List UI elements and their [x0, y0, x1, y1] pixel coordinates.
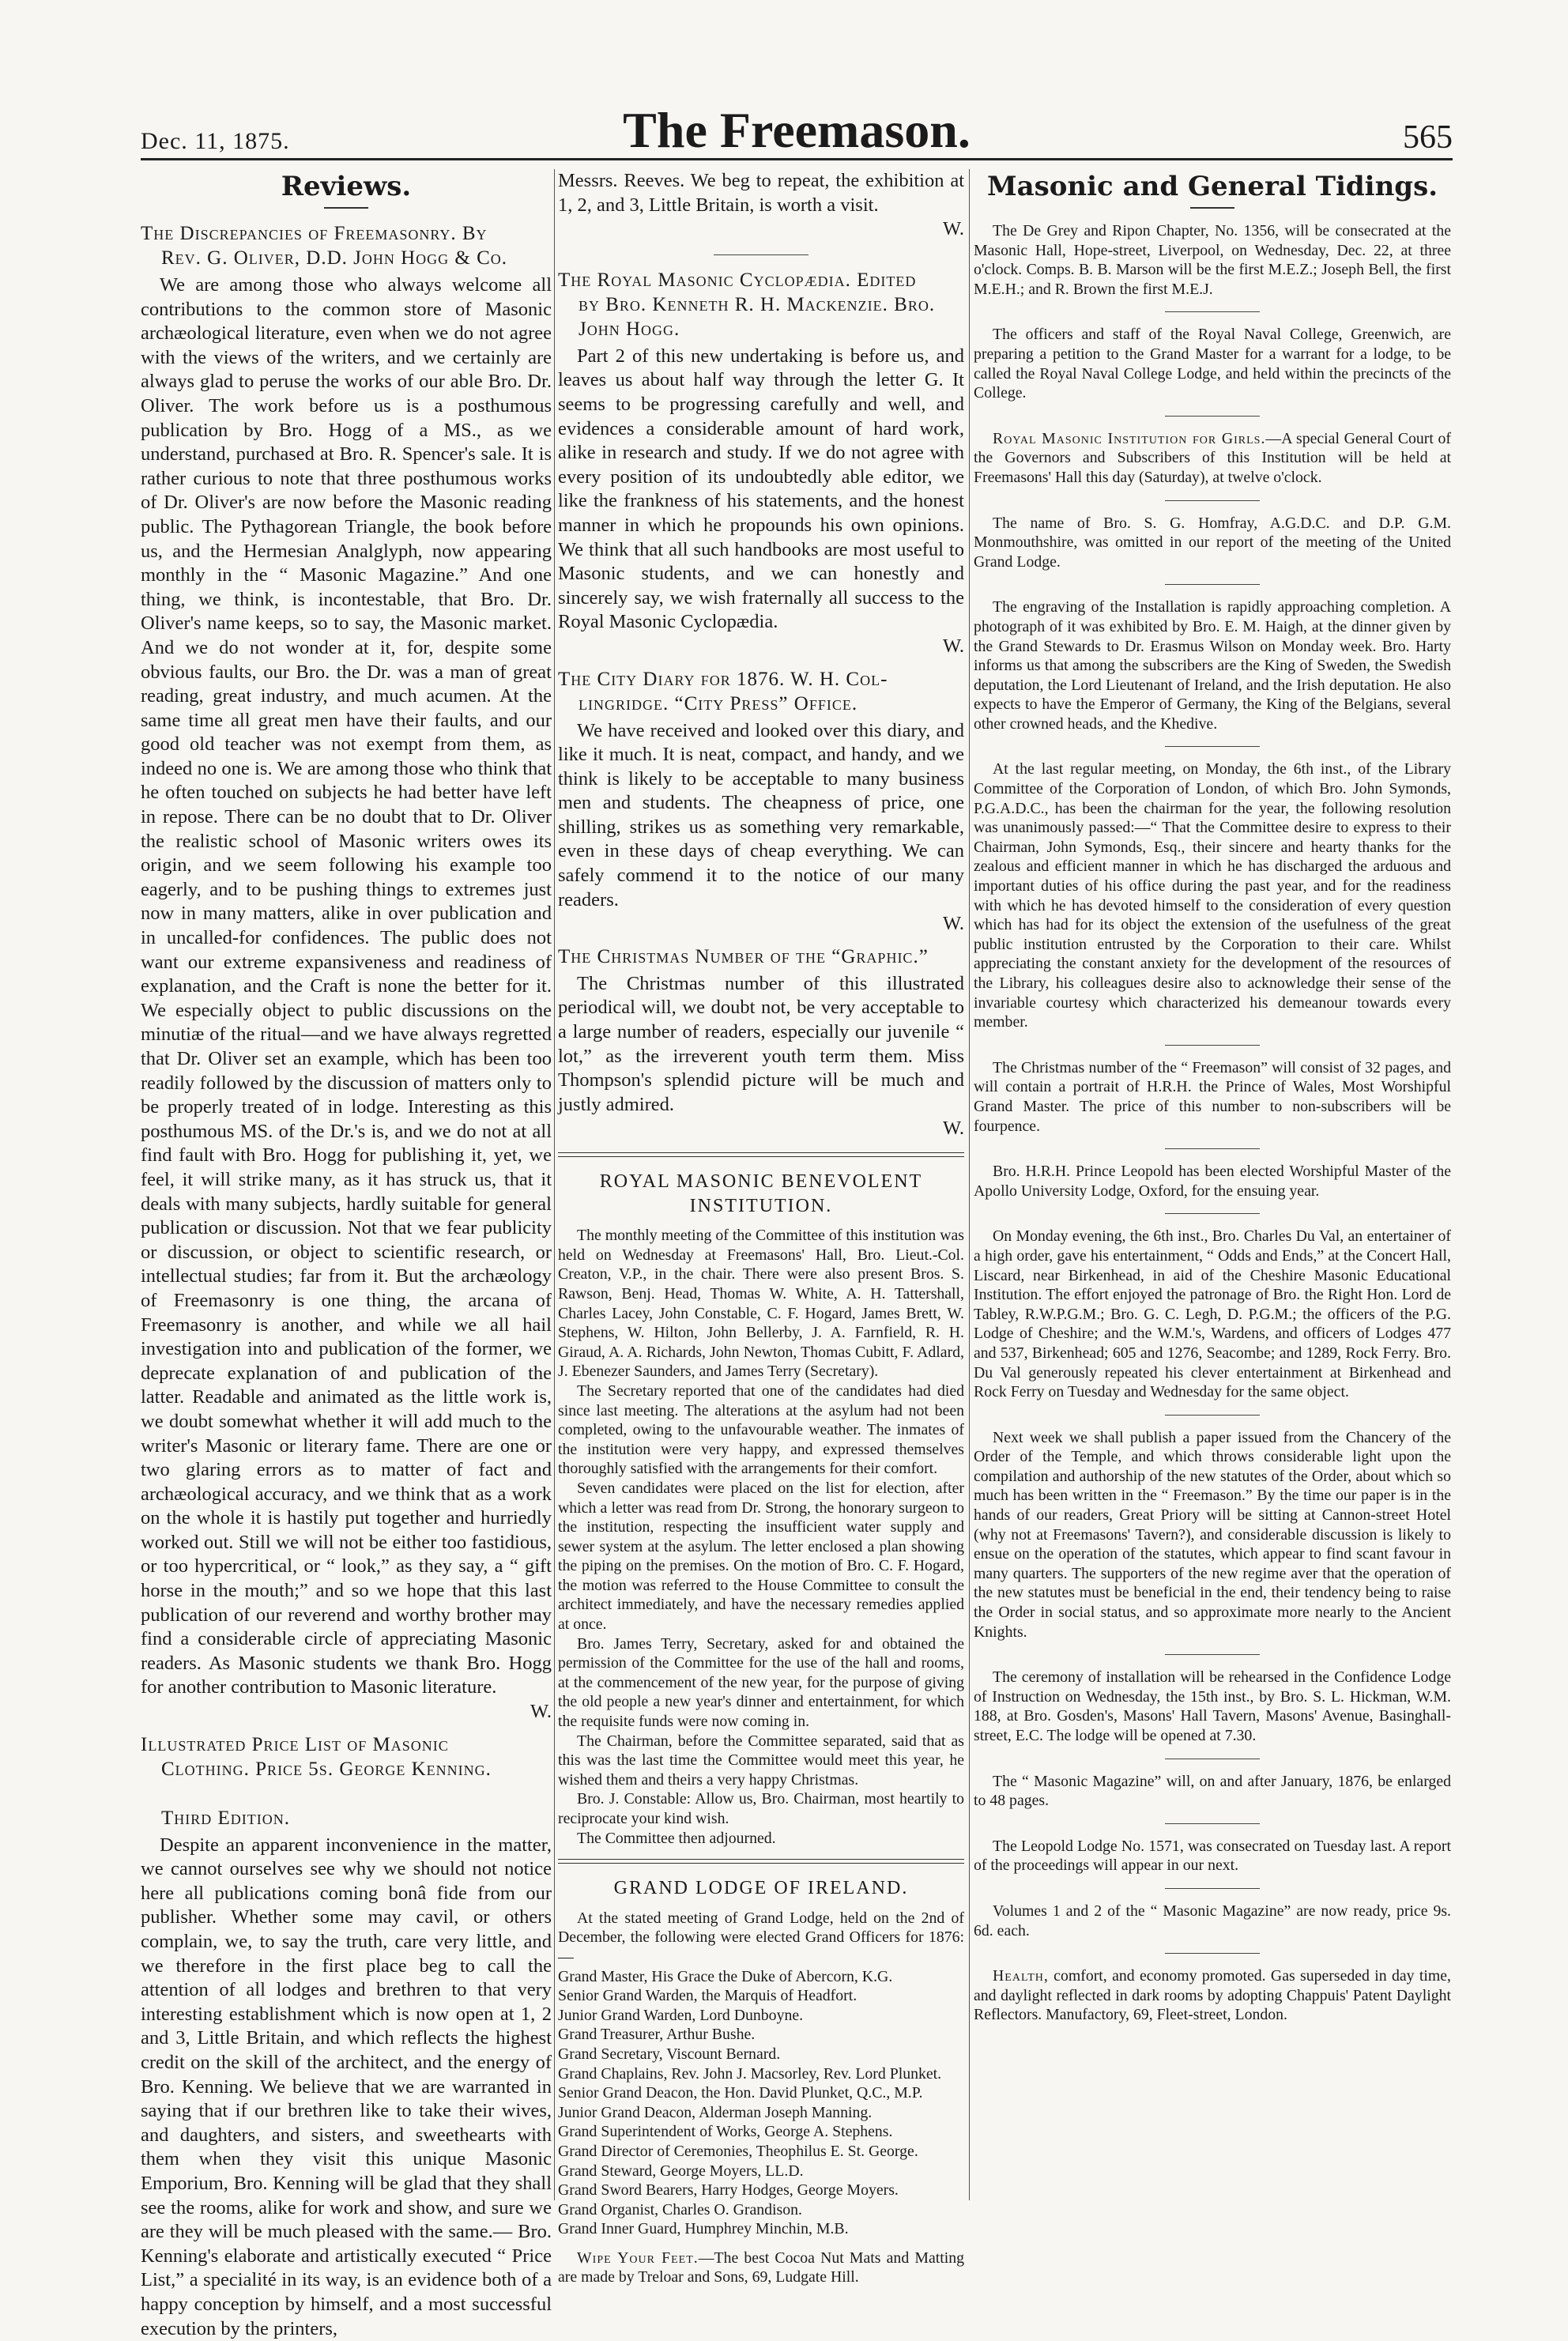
news-item-head: Royal Masonic Institution for Girls.: [993, 429, 1266, 447]
officer-line: Grand Superintendent of Works, George A. Stephens.: [558, 2123, 893, 2141]
ireland-report: [558, 1909, 964, 2287]
divider: [1165, 1654, 1260, 1655]
officer-line: Grand Chaplains, Rev. John J. Macsorley, Rev. Lord Plunket.: [558, 2064, 942, 2083]
divider: [1165, 1953, 1260, 1954]
review-heading-line: by Bro. Kenneth R. H. Mackenzie. Bro. John Hogg.: [579, 293, 936, 340]
news-item-body: comfort, and economy promoted. Gas superseded in day time, and daylight reflected in dark rooms by adopting Chappuis' Patent Daylight Reflectors. Manufactory, 69, Fleet-street, London.: [974, 1967, 1451, 2024]
review-heading-line: Clothing. Price 5s. George Kenning.: [161, 1758, 492, 1780]
review-signature: W.: [942, 1118, 964, 1140]
officer-line: Grand Master, His Grace the Duke of Abercorn, K.G.: [558, 1967, 893, 1985]
officer-line: Grand Secretary, Viscount Bernard.: [558, 2045, 781, 2063]
report-paragraph: The Secretary reported that one of the candidates had died since last meeting. The alterations at the asylum had not been completed, owing to the unfavourable weather. The inmates of the institution were very happy, and expressed themselves thoroughly satisfied with the arrangements for their comfort.: [558, 1382, 964, 1478]
column-reviews: [141, 169, 552, 2341]
review-paragraph: The Christmas number of this illustrated periodical will, we doubt not, be very acceptable to a large number of readers, especially our juvenile “ lot,” as the irreverent youth term them. Miss Thompson's splendid picture will be much and justly admired.: [558, 972, 964, 1115]
review-signature: W.: [942, 635, 964, 657]
divider: [1165, 500, 1260, 501]
officer-line: Grand Director of Ceremonies, Theophilus E. St. George.: [558, 2142, 918, 2160]
double-rule: [558, 1859, 964, 1864]
divider: [324, 207, 368, 209]
divider: [1165, 1213, 1260, 1214]
report-paragraph: The monthly meeting of the Committee of this institution was held on Wednesday at Freemasons' Hall, Bro. Lieut.-Col. Creaton, V.P., in the chair. There were also present Bros. S. Rawson, Benj. Head, Thomas W. White, A. H. Tattershall, Charles Lacey, John Constable, C. F. Hogard, James Brett, W. Stephens, W. Hilton, John Bellerby, J. A. Farnfield, R. H. Giraud, A. A. Richards, John Newton, Thomas Cubitt, F. Adlard, J. Ebenezer Saunders, and James Terry (Secretary).: [558, 1227, 964, 1381]
review-signature: W.: [530, 1701, 552, 1723]
officer-line: Grand Steward, George Moyers, LL.D.: [558, 2162, 804, 2180]
rmbi-report: [558, 1226, 964, 1848]
divider: [1165, 1823, 1260, 1824]
review-signature: W.: [942, 218, 964, 240]
officer-line: Grand Inner Guard, Humphrey Minchin, M.B.: [558, 2220, 849, 2238]
review-paragraph: Part 2 of this new undertaking is before us, and leaves us about half way through the letter G. It seems to be progressing carefully and well, and evidences a considerable amount of hard work, alike in research and study. If we do not agree with every position of its undoubtedly able editor, we like the frankness of his statements, and the honest manner in which he propounds his own opinions. We think that all such handbooks are most useful to Masonic students, and we can honestly and sincerely say, we wish fraternally all success to the Royal Masonic Cyclopædia.: [558, 345, 964, 633]
report-paragraph: Bro. J. Constable: Allow us, Bro. Chairman, most heartily to reciprocate your kind wish.: [558, 1790, 964, 1827]
news-item: The Leopold Lodge No. 1571, was consecrated on Tuesday last. A report of the proceedings will appear in our next.: [974, 1837, 1451, 1875]
report-paragraph: Seven candidates were placed on the list for election, after which a letter was read from Dr. Strong, the honorary surgeon to the institution, respecting the insufficient water supply and sewer system at the asylum. The letter enclosed a plan showing the piping on the premises. On the motion of Bro. C. F. Hogard, the motion was referred to the House Committee to consult the architect immediately, and have the necessary remedies applied at once.: [558, 1479, 964, 1634]
news-item: Volumes 1 and 2 of the “ Masonic Magazine” are now ready, price 9s. 6d. each.: [974, 1902, 1451, 1940]
divider: [1165, 311, 1260, 312]
page-number: 565: [1403, 119, 1453, 156]
review-heading-line: Third Edition.: [161, 1807, 291, 1829]
masthead: [141, 102, 1453, 160]
news-item: The “ Masonic Magazine” will, on and after January, 1876, be enlarged to 48 pages.: [974, 1772, 1451, 1810]
news-item: [974, 1966, 1451, 2025]
news-item: Next week we shall publish a paper issued from the Chancery of the Order of the Temple, and which throws considerable light upon the compilation and authorship of the new statutes of the Order, about which so much has been written in the “ Freemason.” By the time our paper is in the hands of our readers, Great Priory will be sitting at Cannon-street Hotel (why not at Freemasons' Tavern?), and considerable discussion is likely to ensue on the operation of the statutes, which appear to find scant favour in many quarters. The supporters of the new regime aver that the operation of the new statutes must be beneficial in the end, their tendency being to raise the Order in social status, and so approximate more nearly to the Ancient Knights.: [974, 1428, 1451, 1641]
column-middle: [558, 169, 964, 2287]
review-paragraph: Despite an apparent inconvenience in the matter, we cannot ourselves see why we should not notice here all publications coming bonâ fide from our publisher. Whether some may cavil, or others complain, we, to say the truth, care very little, and we therefore in the first place beg to call the attention of all lodges and brethren to that very interesting establishment which is now open at 1, 2 and 3, Little Britain, and which reflects the highest credit on the skill of the architect, and the energy of Bro. Kenning. We believe that we are warranted in saying that if our brethren like to take their wives, and daughters, and sisters, and sweethearts with them when they visit this unique Masonic Emporium, Bro. Kenning will be glad that they shall see the rooms, alike for work and show, and sure we are they will be much pleased with the same.— Bro. Kenning's elaborate and artistically executed “ Price List,” a specialité in its way, is an evidence both of a happy conception by himself, and a most successful execution by the printers,: [141, 1834, 552, 2339]
divider: [1165, 584, 1260, 585]
news-item: The name of Bro. S. G. Homfray, A.G.D.C. and D.P. G.M. Monmouthshire, was omitted in our report of the meeting of the United Grand Lodge.: [974, 514, 1451, 571]
officer-line: Senior Grand Deacon, the Hon. David Plunket, Q.C., M.P.: [558, 2084, 923, 2102]
review-heading-line: Illustrated Price List of Masonic: [141, 1733, 449, 1755]
section-title-reviews: Reviews.: [281, 171, 412, 202]
news-item-head: Health,: [993, 1967, 1049, 1985]
review-paragraph: We have received and looked over this diary, and like it much. It is neat, compact, and handy, and we think is likely to be acceptable to many business men and students. The cheapness of price, one shilling, strikes us as something very remarkable, even in these days of cheap everything. We can safely commend it to the notice of our many readers.: [558, 719, 964, 910]
news-item: The engraving of the Installation is rapidly approaching completion. A photograph of it was exhibited by Bro. E. M. Haigh, at the dinner given by the Grand Stewards to Dr. Erasmus Wilson on Monday week. Bro. Harty informs us that among the subscribers are the King of Sweden, the Swedish deputation, the Lord Lieutenant of Ireland, and the Irish deputation. He also expects to have the Emperor of Germany, the King of the Belgians, several other crowned heads, and the Khedive.: [974, 598, 1451, 733]
double-rule: [558, 1152, 964, 1157]
review-heading-line: The Christmas Number of the “Graphic.”: [558, 945, 929, 967]
review-paragraph: We are among those who always welcome all contributions to the common store of Masonic archæological literature, even when we do not agree with the views of the writers, and we certainly are always glad to peruse the works of our able Bro. Dr. Oliver. The work before us is a posthumous publication by Bro. Hogg of a MS., as we understand, purchased at Bro. R. Spencer's sale. It is rather curious to note that three posthumous works of Dr. Oliver's are now before the Masonic reading public. The Pythagorean Triangle, the book before us, and the Hermesian Analglyph, now appearing monthly in the “ Masonic Magazine.” And one thing, we think, is incontestable, that Bro. Dr. Oliver's name keeps, so to say, the Masonic market. And we do not wonder at it, for, despite some obvious faults, our Bro. the Dr. was a man of great reading, great industry, and much acumen. At the same time all great men have their faults, and our good old teacher was not exempt from them, as indeed no one is. We are among those who think that he often touched on subjects he had better have left in repose. There can be no doubt that to Dr. Oliver the realistic school of Masonic writers owes its origin, and we seem following his example too eagerly, and to be pushing things to extremes just now in many matters, alike in over publication and in uncalled-for confidences. The public does not want our extreme expansiveness and readiness of explanation, and the Craft is none the better for it. We especially object to public discussions on the minutiæ of the ritual—and we have always regretted that Dr. Oliver set an example, which has been too readily followed by the discussion of matters only to be properly treated of in lodge. Interesting as this posthumous MS. of the Dr.'s is, and we do not at all find fault with Bro. Hogg for publishing it, yet, we feel, it will strike many, as it has struck us, that it deals with many subjects, hardly suitable for general publication or discussion. Not that we fear publicity or discussion, or object to scientific research, or intellectual studies; far from it. But the archæology of Freemasonry is one thing, the arcana of Freemasonry is another, and while we all hail investigation into and publication of the former, we deprecate explanation of and publication of the latter. Readable and animated as the little work is, we doubt somewhat whether it will add much to the writer's Masonic or literary fame. There are one or two glaring errors as to matter of fact and archæological accuracy, and we think that as a work on the whole it is hastily put together and hurriedly worked out. Still we will not be either too fastidious, or too hypercritical, or “ look,” as they say, a “ gift horse in the mouth;” and so we hope that this last publication of our reverend and worthy brother may find a considerable circle of appreciating Masonic readers. As Masonic students we thank Bro. Hogg for another contribution to Masonic literature.: [141, 274, 552, 1698]
officer-line: Grand Sword Bearers, Harry Hodges, George Moyers.: [558, 2181, 899, 2200]
column-rule: [554, 169, 555, 2200]
news-item: [974, 429, 1451, 488]
report-paragraph: The Chairman, before the Committee separated, said that as this was the last time the Committee would meet this year, he wished them and theirs a very happy Christmas.: [558, 1732, 964, 1789]
rmbi-heading: ROYAL MASONIC BENEVOLENT INSTITUTION.: [599, 1171, 923, 1216]
review-heading: [558, 268, 964, 341]
report-paragraph: At the stated meeting of Grand Lodge, held on the 2nd of December, the following were elected Grand Officers for 1876:—: [558, 1909, 964, 1966]
ireland-heading: GRAND LODGE OF IRELAND.: [613, 1878, 909, 1899]
news-item-body: —A special General Court of the Governors and Subscribers of this Institution will be held at Freemasons' Hall this day (Saturday), at twelve o'clock.: [974, 429, 1451, 486]
advertisement-body: —The best Cocoa Nut Mats and Matting are made by Treloar and Sons, 69, Ludgate Hill.: [558, 2249, 964, 2286]
divider: [1165, 416, 1260, 417]
news-item: The De Grey and Ripon Chapter, No. 1356, will be consecrated at the Masonic Hall, Hope-street, Liverpool, on Wednesday, Dec. 22, at three o'clock. Comps. B. B. Marson will be the first M.E.Z.; Joseph Bell, the first M.E.H.; and R. Brown the first M.E.J.: [974, 222, 1451, 298]
review-heading: [141, 221, 552, 270]
review-heading: [558, 667, 964, 716]
report-paragraph: The Committee then adjourned.: [577, 1829, 776, 1847]
review-heading-line: The Royal Masonic Cyclopædia. Edited: [558, 269, 917, 291]
review-heading-line: The City Diary for 1876. W. H. Col-: [558, 668, 888, 690]
section-title-tidings: Masonic and General Tidings.: [986, 171, 1438, 202]
review-signature: W.: [942, 913, 964, 935]
advertisement-head: Wipe Your Feet.: [577, 2249, 699, 2267]
review-heading: [558, 944, 964, 969]
news-item: On Monday evening, the 6th inst., Bro. Charles Du Val, an entertainer of a high order, gave his entertainment, “ Odds and Ends,” at the Concert Hall, Liscard, near Birkenhead, in aid of the Cheshire Masonic Educational Institution. The effort enjoyed the patronage of Bro. the Right Hon. Lord de Tabley, R.W.P.G.M.; Bro. G. C. Legh, D. P.G.M.; the officers of the P.G. Lodge of Cheshire; and the W.M.'s, Wardens, and officers of Lodges 477 and 537, Birkenhead; 605 and 1276, Seacombe; and 1289, Rock Ferry. Bro. Du Val generously repeated his clever entertainment at Birkenhead and Rock Ferry on Tuesday and Wednesday for the same object.: [974, 1227, 1451, 1401]
continued-paragraph: Messrs. Reeves. We beg to repeat, the exhibition at 1, 2, and 3, Little Britain, is worth a visit.: [558, 170, 964, 216]
issue-date: Dec. 11, 1875.: [141, 128, 290, 154]
news-item: The ceremony of installation will be rehearsed in the Confidence Lodge of Instruction on Wednesday, the 15th inst., by Bro. S. L. Hickman, W.M. 188, at Bro. Gosden's, Masons' Hall Tavern, Masons' Avenue, Basinghall-street, E.C. The lodge will be opened at 7.30.: [974, 1668, 1451, 1744]
report-paragraph: Bro. James Terry, Secretary, asked for and obtained the permission of the Committee for the use of the hall and rooms, at the commencement of the new year, for the purpose of giving the old people a new year's dinner and entertainment, for which the requisite funds were now coming in.: [558, 1634, 964, 1731]
divider: [714, 254, 808, 255]
news-item: At the last regular meeting, on Monday, the 6th inst., of the Library Committee of the Corporation of London, of which Bro. John Symonds, P.G.A.D.C., has been the chairman for the year, the following resolution was unanimously passed:—“ That the Committee desire to express to their Chairman, John Symonds, Esq., their sincere and hearty thanks for the zealous and efficient manner in which he has discharged the arduous and important duties of his office during the past year, and for the readiness with which he has devoted himself to the consideration of every question which has had for its object the extension of the usefulness of the great public institution entrusted by the Corporation to their care. Whilst appreciating the constant anxiety for the development of the resources of the Library, his colleagues desire also to acknowledge their sense of the invariable courtesy which characterized his demeanour towards every member.: [974, 760, 1451, 1031]
divider: [1165, 1888, 1260, 1889]
column-rule: [969, 169, 970, 2200]
news-item: Bro. H.R.H. Prince Leopold has been elected Worshipful Master of the Apollo University Lodge, Oxford, for the ensuing year.: [974, 1163, 1451, 1200]
officer-line: Grand Treasurer, Arthur Bushe.: [558, 2026, 756, 2044]
review-heading-line: Rev. G. Oliver, D.D. John Hogg & Co.: [161, 247, 508, 269]
column-tidings: [974, 169, 1451, 2034]
newspaper-title: The Freemason.: [623, 102, 971, 158]
divider: [1190, 207, 1234, 209]
news-item: The officers and staff of the Royal Naval College, Greenwich, are preparing a petition to the Grand Master for a warrant for a lodge, to be called the Royal Naval College Lodge, and held within the precincts of the College.: [974, 326, 1451, 402]
officer-line: Grand Organist, Charles O. Grandison.: [558, 2200, 802, 2218]
officer-line: Junior Grand Deacon, Alderman Joseph Manning.: [558, 2103, 873, 2121]
advertisement: [558, 2249, 964, 2287]
divider: [1165, 746, 1260, 747]
review-heading-line: The Discrepancies of Freemasonry. By: [141, 223, 488, 244]
review-heading-line: lingridge. “City Press” Office.: [579, 692, 858, 714]
divider: [1165, 1045, 1260, 1046]
review-heading: [141, 1732, 552, 1830]
officer-line: Junior Grand Warden, Lord Dunboyne.: [558, 2006, 804, 2024]
divider: [1165, 1148, 1260, 1149]
divider: [1165, 1415, 1260, 1416]
news-item: The Christmas number of the “ Freemason” will consist of 32 pages, and will contain a portrait of H.R.H. the Prince of Wales, Most Worshipful Grand Master. The price of this number to non-subscribers will be fourpence.: [974, 1058, 1451, 1135]
officer-line: Senior Grand Warden, the Marquis of Headfort.: [558, 1987, 858, 2005]
